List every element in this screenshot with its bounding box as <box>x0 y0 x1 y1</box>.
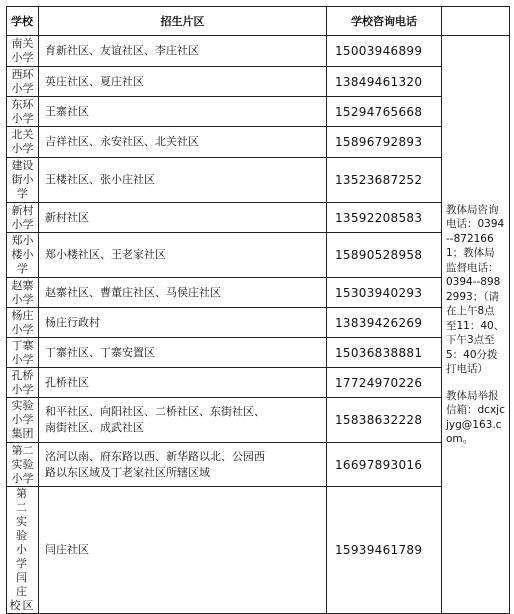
school-name-cell: 建设 街小 学 <box>7 158 39 203</box>
table-row <box>7 443 510 487</box>
school-phone-cell: 13592208583 <box>327 203 442 233</box>
table-row <box>7 158 510 203</box>
table-row <box>7 203 510 233</box>
enrollment-area-cell: 王楼社区、张小庄社区 <box>39 158 327 203</box>
table-row <box>7 368 510 398</box>
table-row <box>7 308 510 338</box>
school-phone-cell: 15036838881 <box>327 338 442 368</box>
school-phone-cell: 13849461320 <box>327 67 442 97</box>
bureau-phone-note: 教体局咨询电话：0394--8721661；教体局监督电话：0394--8982993；（请在上午8点至11：40、下午3点至5：40分拨打电话） <box>446 203 505 375</box>
enrollment-area-cell: 英庄社区、夏庄社区 <box>39 67 327 97</box>
enrollment-area-cell: 闫庄社区 <box>39 487 327 614</box>
school-name-cell: 第二 实验 小学 <box>7 443 39 487</box>
school-name-cell: 南关 小学 <box>7 36 39 67</box>
school-phone-cell: 15890528958 <box>327 233 442 278</box>
school-phone-cell: 15303940293 <box>327 278 442 308</box>
header-school: 学校 <box>7 7 39 36</box>
enrollment-area-cell: 赵寨社区、曹董庄社区、马侯庄社区 <box>39 278 327 308</box>
school-name-cell: 赵寨 小学 <box>7 278 39 308</box>
table-row <box>7 487 510 614</box>
table-row <box>7 36 510 67</box>
school-phone-cell: 13839426269 <box>327 308 442 338</box>
table-row <box>7 278 510 308</box>
table-row <box>7 398 510 443</box>
table-row <box>7 338 510 368</box>
school-name-cell: 西环 小学 <box>7 67 39 97</box>
enrollment-area-cell: 新村社区 <box>39 203 327 233</box>
school-phone-cell: 13523687252 <box>327 158 442 203</box>
school-phone-cell: 15294765668 <box>327 97 442 127</box>
header-area: 招生片区 <box>39 7 327 36</box>
school-name-cell: 第 二 实 验 小 学 闫 庄 校区 <box>7 487 39 614</box>
school-name-cell: 实验 小学 集团 <box>7 398 39 443</box>
education-bureau-note-cell <box>442 36 510 614</box>
school-name-cell: 丁寨 小学 <box>7 338 39 368</box>
enrollment-area-cell: 丁寨社区、丁寨安置区 <box>39 338 327 368</box>
enrollment-area-cell: 孔桥社区 <box>39 368 327 398</box>
school-phone-cell: 16697893016 <box>327 443 442 487</box>
school-phone-cell: 15939461789 <box>327 487 442 614</box>
table-row <box>7 127 510 158</box>
enrollment-area-cell: 和平社区、向阳社区、二桥社区、东街社区、 南街社区、成武社区 <box>39 398 327 443</box>
enrollment-area-cell: 洺河以南、府东路以西、新华路以北、公园西 路以东区域及丁老家社区所辖区域 <box>39 443 327 487</box>
table-row <box>7 67 510 97</box>
school-name-cell: 东环 小学 <box>7 97 39 127</box>
school-name-cell: 新村 小学 <box>7 203 39 233</box>
bureau-report-mailbox: 教体局举报信箱：dcxjcjyg@163.com。 <box>446 389 505 445</box>
enrollment-area-cell: 王寨社区 <box>39 97 327 127</box>
school-phone-cell: 17724970226 <box>327 368 442 398</box>
header-note-blank <box>442 7 510 36</box>
school-name-cell: 杨庄 小学 <box>7 308 39 338</box>
header-phone: 学校咨询电话 <box>327 7 442 36</box>
school-phone-cell: 15003946899 <box>327 36 442 67</box>
table-row <box>7 97 510 127</box>
school-name-cell: 孔桥 小学 <box>7 368 39 398</box>
enrollment-area-cell: 育新社区、友谊社区、李庄社区 <box>39 36 327 67</box>
school-phone-cell: 15896792893 <box>327 127 442 158</box>
school-name-cell: 郑小 楼小 学 <box>7 233 39 278</box>
table-row <box>7 233 510 278</box>
school-name-cell: 北关 小学 <box>7 127 39 158</box>
enrollment-area-cell: 郑小楼社区、王老家社区 <box>39 233 327 278</box>
enrollment-area-cell: 杨庄行政村 <box>39 308 327 338</box>
header-row <box>7 7 510 36</box>
enrollment-area-cell: 吉祥社区、永安社区、北关社区 <box>39 127 327 158</box>
enrollment-table <box>6 6 510 614</box>
school-phone-cell: 15838632228 <box>327 398 442 443</box>
